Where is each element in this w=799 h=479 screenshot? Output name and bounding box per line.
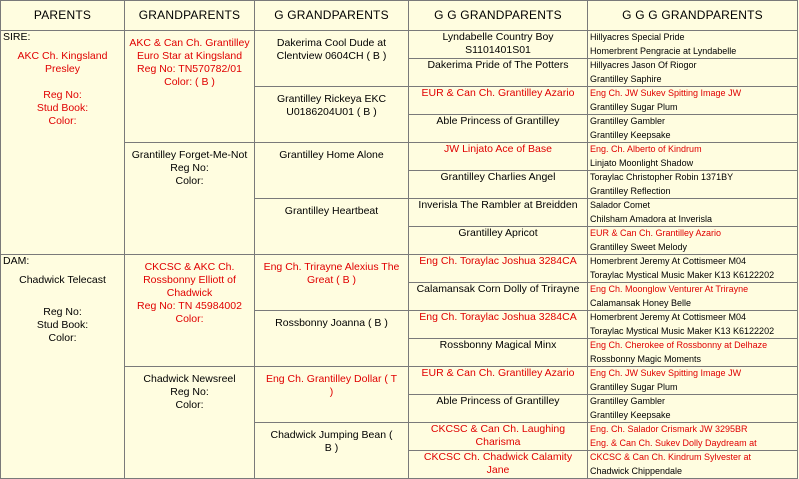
g-grandparent-line1: Rossbonny Joanna ( B ): [275, 317, 388, 329]
dam-color: Color:: [48, 332, 77, 344]
g-grandparent-6: [255, 311, 409, 367]
grandparent-3: [125, 255, 255, 367]
ggg-grandparent-11: [588, 311, 798, 339]
gg-grandparent-line1: Rossbonny Magical Minx: [439, 339, 557, 351]
g-grandparent-3: [255, 143, 409, 199]
ggg-sire-line: Eng Ch. JW Sukev Spitting Image JW: [590, 88, 742, 98]
dam-reg: Reg No:: [43, 306, 82, 318]
g-grandparent-line1: Chadwick Jumping Bean (: [270, 429, 393, 441]
ggg-dam-line: Toraylac Mystical Music Maker K13 K6122202: [590, 269, 775, 280]
gg-grandparent-line1: Able Princess of Grantilley: [436, 115, 560, 127]
ggg-dam-line: Homerbrent Pengracie at Lyndabelle: [590, 45, 737, 56]
gg-grandparent-2: [409, 59, 588, 87]
gg-grandparent-line1: CKCSC & Can Ch. Laughing: [430, 423, 566, 435]
grandparent-reg: Reg No: TN570782/01: [137, 63, 242, 75]
gg-grandparent-line1: Grantilley Apricot: [458, 227, 538, 239]
gg-grandparent-line1: EUR & Can Ch. Grantilley Azario: [421, 367, 575, 379]
grandparent-1: [125, 31, 255, 143]
gg-grandparent-9: [409, 255, 588, 283]
ggg-dam-line: Grantilley Saphire: [590, 73, 662, 84]
ggg-sire-line: Eng. Ch. Alberto of Kindrum: [590, 144, 702, 154]
gg-grandparent-line1: Able Princess of Grantilley: [436, 395, 560, 407]
ggg-sire-line: Toraylac Christopher Robin 1371BY: [590, 172, 734, 182]
ggg-dam-line: Grantilley Keepsake: [590, 129, 671, 140]
gg-grandparent-line1: JW Linjato Ace of Base: [444, 143, 552, 155]
ggg-grandparent-5: [588, 143, 798, 171]
g-grandparent-line1: Eng Ch. Grantilley Dollar ( T: [265, 373, 398, 385]
grandparent-color: Color: ( B ): [164, 76, 215, 88]
gg-grandparent-line1: Calamansak Corn Dolly of Trirayne: [416, 283, 580, 295]
grandparent-color: Color:: [175, 175, 204, 187]
sire-stud: Stud Book:: [36, 102, 89, 114]
ggg-dam-line: Linjato Moonlight Shadow: [590, 157, 694, 168]
gg-grandparent-line2: Charisma: [475, 436, 521, 448]
ggg-grandparent-8: [588, 227, 798, 255]
g-grandparent-8: [255, 423, 409, 479]
gg-grandparent-11: [409, 311, 588, 339]
dam-cell: [1, 255, 125, 479]
ggg-sire-line: Eng Ch. JW Sukev Spitting Image JW: [590, 368, 742, 378]
ggg-dam-line: Grantilley Sugar Plum: [590, 381, 678, 392]
ggg-sire-line: Eng Ch. Moonglow Venturer At Trirayne: [590, 284, 749, 294]
gg-grandparent-12: [409, 339, 588, 367]
gg-grandparent-5: [409, 143, 588, 171]
header-gg-grandparents: G G GRANDPARENTS: [409, 1, 588, 31]
g-grandparent-line2: U0186204U01 ( B ): [286, 106, 377, 118]
g-grandparent-7: [255, 367, 409, 423]
sire-label: SIRE:: [3, 31, 31, 43]
ggg-sire-line: EUR & Can Ch. Grantilley Azario: [590, 228, 722, 238]
ggg-dam-line: Grantilley Keepsake: [590, 409, 671, 420]
ggg-grandparent-15: [588, 423, 798, 451]
ggg-grandparent-3: [588, 87, 798, 115]
ggg-grandparent-10: [588, 283, 798, 311]
ggg-sire-line: Hillyacres Special Pride: [590, 32, 685, 42]
sire-name: AKC Ch. Kingsland Presley: [17, 50, 108, 75]
ggg-dam-line: Rossbonny Magic Moments: [590, 353, 702, 364]
ggg-sire-line: Homerbrent Jeremy At Cottismeer M04: [590, 256, 747, 266]
ggg-sire-line: Eng Ch. Cherokee of Rossbonny at Delhaze: [590, 340, 768, 350]
gg-grandparent-line1: Inverisla The Rambler at Breidden: [418, 199, 578, 211]
gg-grandparent-line2: S1101401S01: [465, 44, 531, 56]
ggg-dam-line: Grantilley Sweet Melody: [590, 241, 688, 252]
ggg-dam-line: Calamansak Honey Belle: [590, 297, 692, 308]
g-grandparent-line1: Eng Ch. Trirayne Alexius The: [263, 261, 400, 273]
ggg-grandparent-4: [588, 115, 798, 143]
g-grandparent-5: [255, 255, 409, 311]
ggg-dam-line: Grantilley Sugar Plum: [590, 101, 678, 112]
gg-grandparent-15: [409, 423, 588, 451]
grandparent-2: [125, 143, 255, 255]
ggg-sire-line: Salador Comet: [590, 200, 651, 210]
g-grandparent-line2: ): [329, 386, 334, 398]
gg-grandparent-7: [409, 199, 588, 227]
gg-grandparent-line1: Lyndabelle Country Boy: [442, 31, 554, 43]
ggg-sire-line: Hillyacres Jason Of Riogor: [590, 60, 697, 70]
dam-name: Chadwick Telecast: [19, 274, 106, 286]
gg-grandparent-13: [409, 367, 588, 395]
ggg-dam-line: Toraylac Mystical Music Maker K13 K6122202: [590, 325, 775, 336]
grandparent-name: Grantilley Forget-Me-Not: [131, 149, 248, 161]
ggg-dam-line: Eng. & Can Ch. Sukev Dolly Daydream at: [590, 437, 757, 448]
g-grandparent-1: [255, 31, 409, 87]
g-grandparent-4: [255, 199, 409, 255]
gg-grandparent-line1: Grantilley Charlies Angel: [440, 171, 556, 183]
dam-stud: Stud Book:: [36, 319, 89, 331]
gg-grandparent-1: [409, 31, 588, 59]
header-g-grandparents: G GRANDPARENTS: [255, 1, 409, 31]
ggg-dam-line: Grantilley Reflection: [590, 185, 671, 196]
sire-color: Color:: [48, 115, 77, 127]
sire-reg: Reg No:: [43, 89, 82, 101]
dam-label: DAM:: [3, 255, 30, 267]
gg-grandparent-14: [409, 395, 588, 423]
gg-grandparent-6: [409, 171, 588, 199]
ggg-grandparent-14: [588, 395, 798, 423]
gg-grandparent-line2: Jane: [486, 464, 510, 476]
grandparent-name: AKC & Can Ch. Grantilley Euro Star at Kingsland: [129, 37, 250, 62]
ggg-grandparent-1: [588, 31, 798, 59]
g-grandparent-line1: Grantilley Heartbeat: [284, 205, 379, 217]
header-row: [1, 1, 798, 31]
grandparent-reg: Reg No:: [170, 162, 209, 174]
grandparent-name: CKCSC & AKC Ch. Rossbonny Elliott of Chadwick: [143, 261, 236, 299]
header-ggg-grandparents: G G G GRANDPARENTS: [588, 1, 798, 31]
grandparent-color: Color:: [175, 313, 204, 325]
grandparent-name: Chadwick Newsreel: [143, 373, 236, 385]
grandparent-color: Color:: [175, 399, 204, 411]
ggg-sire-line: Eng. Ch. Salador Crismark JW 3295BR: [590, 424, 748, 434]
g-grandparent-line1: Dakerima Cool Dude at: [276, 37, 387, 49]
sire-cell: [1, 31, 125, 255]
g-grandparent-line2: Great ( B ): [306, 274, 356, 286]
gg-grandparent-line1: Eng Ch. Toraylac Joshua 3284CA: [419, 311, 577, 323]
g-grandparent-line1: Grantilley Home Alone: [279, 149, 384, 161]
ggg-dam-line: Chadwick Chippendale: [590, 465, 683, 476]
ggg-grandparent-12: [588, 339, 798, 367]
gg-grandparent-8: [409, 227, 588, 255]
ggg-sire-line: CKCSC & Can Ch. Kindrum Sylvester at: [590, 452, 752, 462]
header-parents: PARENTS: [1, 1, 125, 31]
ggg-grandparent-6: [588, 171, 798, 199]
grandparent-reg: Reg No: TN 45984002: [137, 300, 242, 312]
gg-grandparent-line1: Dakerima Pride of The Potters: [427, 59, 569, 71]
gg-grandparent-10: [409, 283, 588, 311]
g-grandparent-line2: Clentview 0604CH ( B ): [276, 50, 387, 62]
ggg-grandparent-7: [588, 199, 798, 227]
ggg-sire-line: Grantilley Gambler: [590, 396, 666, 406]
grandparent-reg: Reg No:: [170, 386, 209, 398]
gg-grandparent-16: [409, 451, 588, 479]
ggg-sire-line: Homerbrent Jeremy At Cottismeer M04: [590, 312, 747, 322]
gg-grandparent-line1: EUR & Can Ch. Grantilley Azario: [421, 87, 575, 99]
gg-grandparent-line1: CKCSC Ch. Chadwick Calamity: [423, 451, 573, 463]
ggg-grandparent-2: [588, 59, 798, 87]
g-grandparent-2: [255, 87, 409, 143]
ggg-dam-line: Chilsham Amadora at Inverisla: [590, 213, 713, 224]
gg-grandparent-4: [409, 115, 588, 143]
ggg-grandparent-16: [588, 451, 798, 479]
gg-grandparent-3: [409, 87, 588, 115]
ggg-grandparent-9: [588, 255, 798, 283]
gg-grandparent-line1: Eng Ch. Toraylac Joshua 3284CA: [419, 255, 577, 267]
ggg-sire-line: Grantilley Gambler: [590, 116, 666, 126]
g-grandparent-line1: Grantilley Rickeya EKC: [276, 93, 387, 105]
grandparent-4: [125, 367, 255, 479]
g-grandparent-line2: B ): [324, 442, 339, 454]
header-grandparents: GRANDPARENTS: [125, 1, 255, 31]
ggg-grandparent-13: [588, 367, 798, 395]
